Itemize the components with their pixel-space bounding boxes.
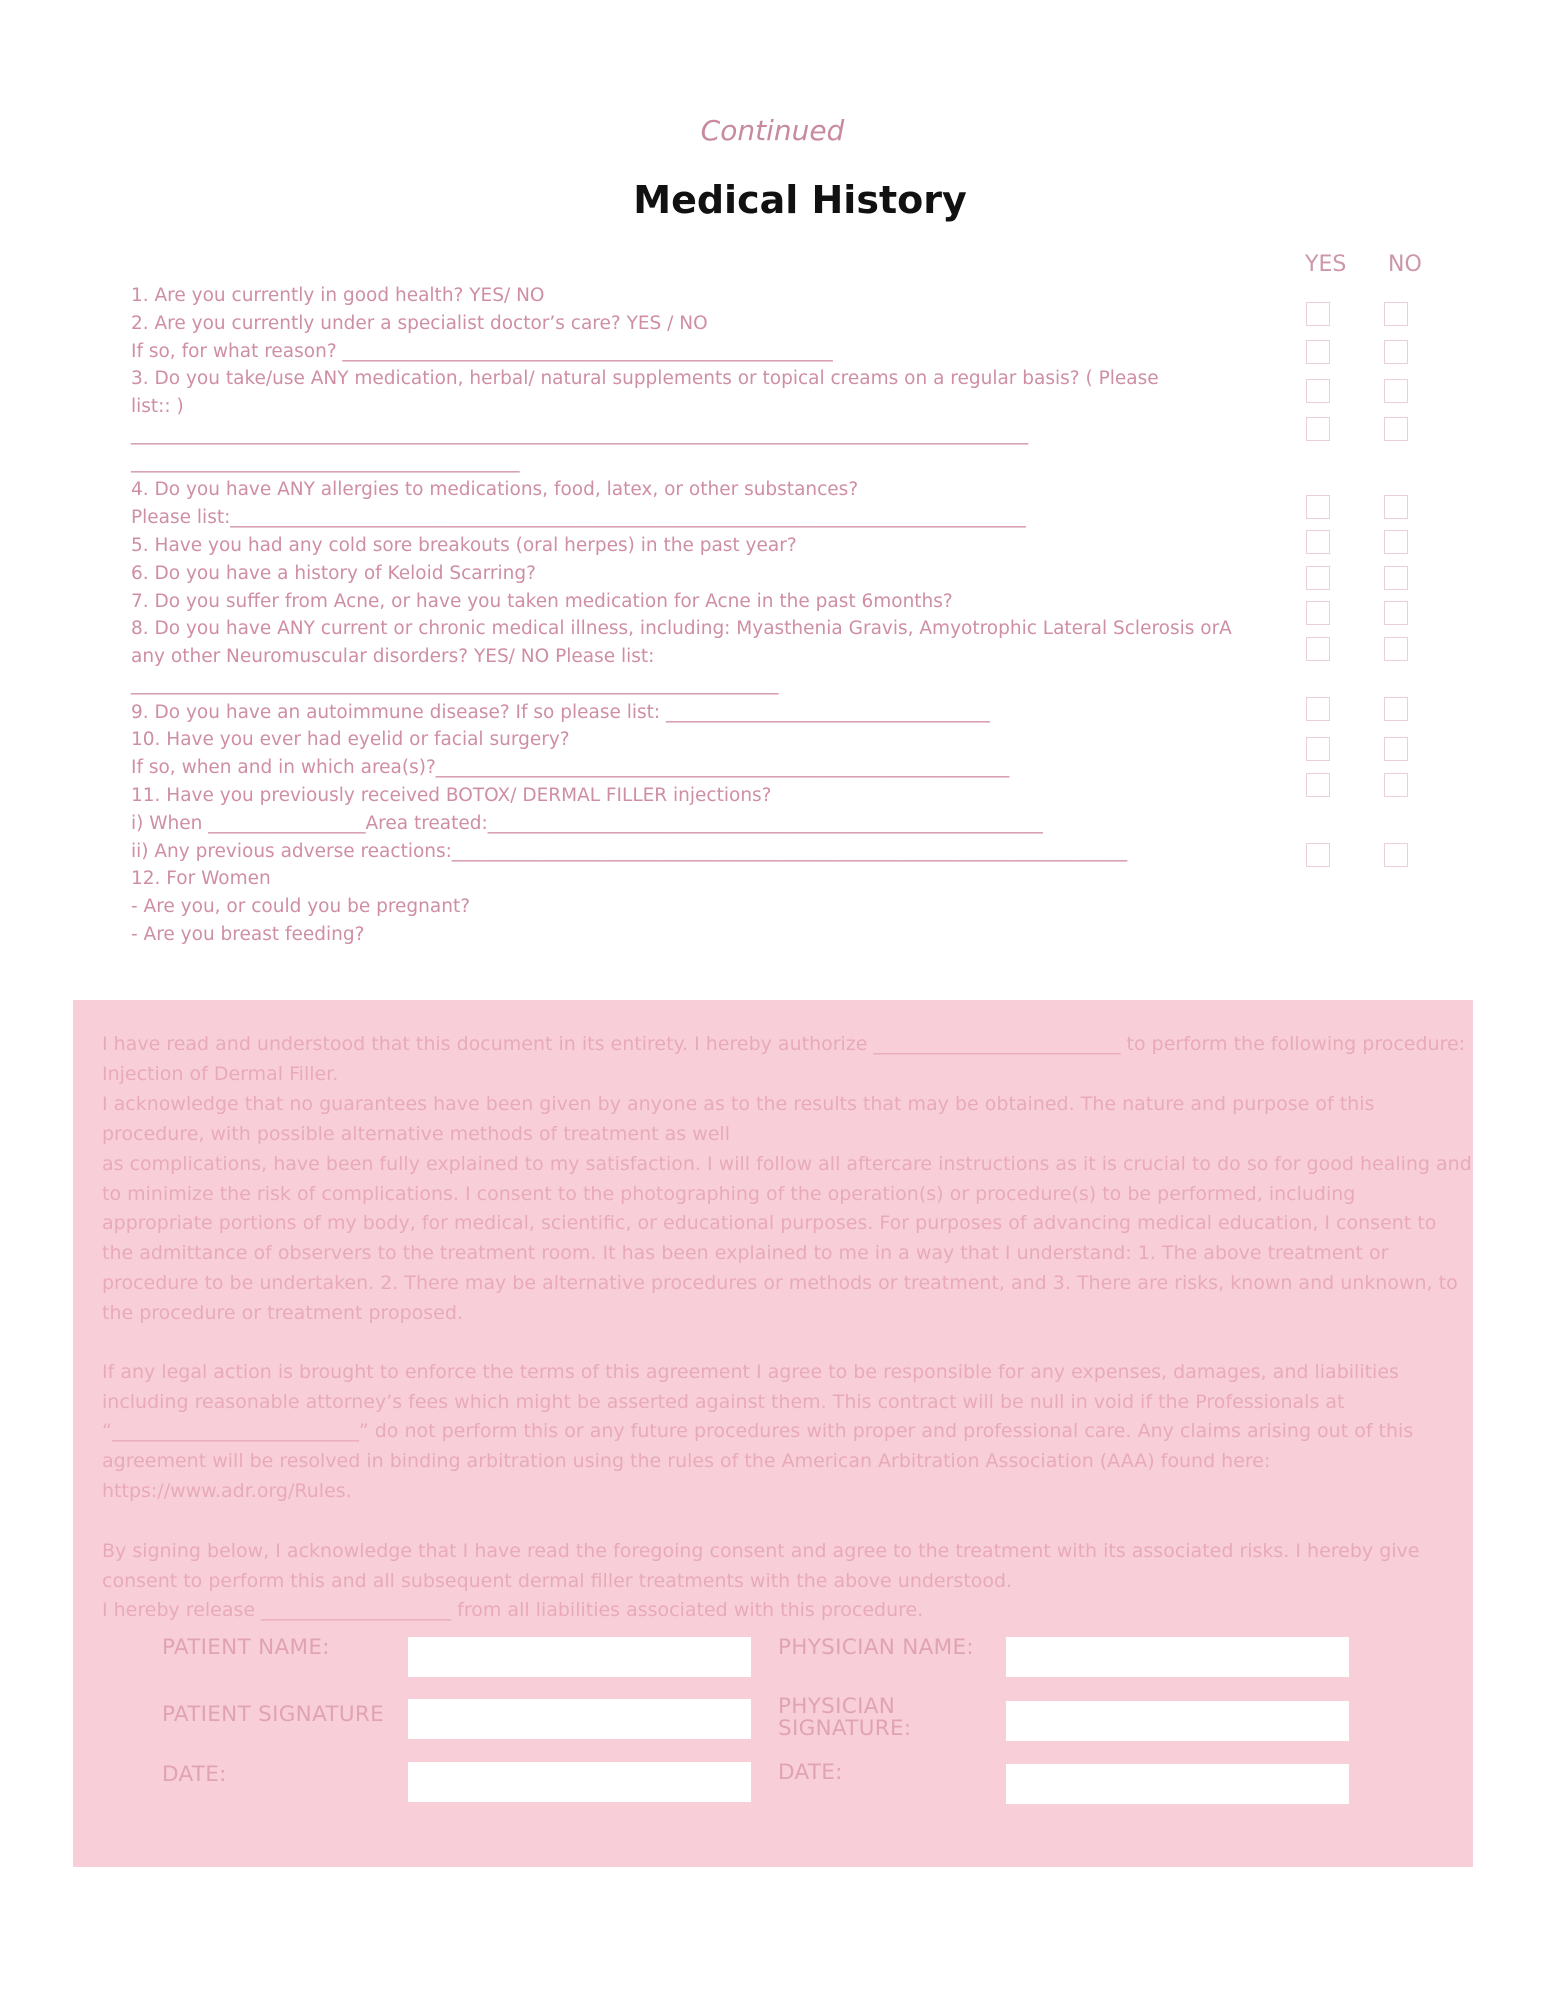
question-3-line-2: __________________________________________: [131, 452, 520, 473]
physician-name-label: PHYSICIAN NAME:: [778, 1635, 974, 1660]
consent-paragraph-6: I hereby release ____________________ from all liabilities associated with this procedure.: [102, 1599, 924, 1621]
question-12-pregnant: - Are you, or could you be pregnant?: [131, 896, 471, 917]
question-11: 11. Have you previously received BOTOX/ DERMAL FILLER injections?: [131, 785, 772, 806]
yes-checkbox-11[interactable]: [1306, 737, 1330, 761]
no-checkbox-9[interactable]: [1384, 637, 1408, 661]
no-checkbox-13[interactable]: [1384, 843, 1408, 867]
patient-signature-field[interactable]: [408, 1699, 751, 1739]
page-title: Medical History: [633, 178, 967, 222]
no-checkbox-4[interactable]: [1384, 417, 1408, 441]
yes-checkbox-10[interactable]: [1306, 697, 1330, 721]
no-checkbox-12[interactable]: [1384, 773, 1408, 797]
continued-label: Continued: [700, 114, 845, 147]
question-2-reason: If so, for what reason? _____________________________________________________: [131, 341, 833, 362]
patient-name-field[interactable]: [408, 1637, 751, 1677]
question-12: 12. For Women: [131, 868, 271, 889]
question-8-cont: any other Neuromuscular disorders? YES/ NO Please list:: [131, 646, 655, 667]
no-checkbox-3[interactable]: [1384, 379, 1408, 403]
consent-paragraph-4: If any legal action is brought to enforce the terms of this agreement I agree to be responsible for any expenses, damages, and liabilities including reasonable attorney’s fees which might be asserted against them. This contract will be null in void if the Professionals at “__________________________” do not perform this or any future procedures with proper and professional care. Any claims arising out of this agreement will be resolved in binding arbitration using the rules of the American Arbitration Association (AAA) found here: https://www.adr.org/Rules.: [102, 1361, 1414, 1502]
yes-checkbox-6[interactable]: [1306, 530, 1330, 554]
question-8: 8. Do you have ANY current or chronic medical illness, including: Myasthenia Gravis, Amyotrophic Lateral Sclerosis orA: [131, 618, 1232, 639]
yes-checkbox-1[interactable]: [1306, 302, 1330, 326]
question-2: 2. Are you currently under a specialist doctor’s care? YES / NO: [131, 313, 708, 334]
no-checkbox-6[interactable]: [1384, 530, 1408, 554]
question-7: 7. Do you suffer from Acne, or have you taken medication for Acne in the past 6months?: [131, 591, 953, 612]
consent-paragraph-3: as complications, have been fully explained to my satisfaction. I will follow all aftercare instructions as it is crucial to do so for good healing and to minimize the risk of complications. I consent to the photographing of the operation(s) or procedure(s) to be performed, including appropriate portions of my body, for medical, scientific, or educational purposes. For purposes of advancing medical education, I consent to the admittance of observers to the treatment room. It has been explained to me in a way that I understand: 1. The above treatment or procedure to be undertaken. 2. There may be alternative procedures or methods or treatment, and 3. There are risks, known and unknown, to the procedure or treatment proposed.: [102, 1153, 1472, 1324]
yes-checkbox-3[interactable]: [1306, 379, 1330, 403]
yes-checkbox-4[interactable]: [1306, 417, 1330, 441]
question-3-line-1: _________________________________________________________________________________________________: [131, 424, 1029, 445]
yes-column-header: YES: [1305, 252, 1347, 277]
question-10-area: If so, when and in which area(s)?______________________________________________________________: [131, 757, 1010, 778]
question-3: 3. Do you take/use ANY medication, herbal/ natural supplements or topical creams on a regular basis? ( Please: [131, 368, 1159, 389]
patient-date-field[interactable]: [408, 1762, 751, 1802]
yes-checkbox-12[interactable]: [1306, 773, 1330, 797]
patient-name-label: PATIENT NAME:: [162, 1635, 330, 1660]
question-4: 4. Do you have ANY allergies to medications, food, latex, or other substances?: [131, 479, 859, 500]
question-11-reactions: ii) Any previous adverse reactions:_________________________________________________________________________: [131, 841, 1128, 862]
no-checkbox-5[interactable]: [1384, 495, 1408, 519]
no-checkbox-10[interactable]: [1384, 697, 1408, 721]
no-checkbox-11[interactable]: [1384, 737, 1408, 761]
patient-signature-label: PATIENT SIGNATURE: [162, 1702, 384, 1727]
no-checkbox-2[interactable]: [1384, 340, 1408, 364]
question-4-list: Please list:______________________________________________________________________________________: [131, 507, 1026, 528]
physician-name-field[interactable]: [1006, 1637, 1349, 1677]
physician-signature-label: PHYSICIAN SIGNATURE:: [778, 1694, 912, 1741]
patient-date-label: DATE:: [162, 1762, 227, 1787]
question-11-when: i) When _________________Area treated:____________________________________________________________: [131, 813, 1043, 834]
no-checkbox-1[interactable]: [1384, 302, 1408, 326]
consent-paragraph-1: I have read and understood that this document in its entirety. I hereby authorize __________________________ to perform the following procedure: Injection of Dermal Filler.: [102, 1033, 1466, 1085]
yes-checkbox-13[interactable]: [1306, 843, 1330, 867]
consent-paragraph-5: By signing below, I acknowledge that I have read the foregoing consent and agree to the treatment with its associated risks. I hereby give consent to perform this and all subsequent dermal filler treatments with the above understood.: [102, 1540, 1420, 1592]
question-5: 5. Have you had any cold sore breakouts (oral herpes) in the past year?: [131, 535, 797, 556]
question-12-breastfeeding: - Are you breast feeding?: [131, 924, 365, 945]
consent-panel: [73, 1000, 1473, 1867]
yes-checkbox-8[interactable]: [1306, 601, 1330, 625]
physician-date-label: DATE:: [778, 1760, 843, 1785]
no-column-header: NO: [1388, 252, 1422, 277]
no-checkbox-8[interactable]: [1384, 601, 1408, 625]
question-8-line: ______________________________________________________________________: [131, 674, 779, 695]
question-10: 10. Have you ever had eyelid or facial surgery?: [131, 729, 570, 750]
yes-checkbox-9[interactable]: [1306, 637, 1330, 661]
physician-date-field[interactable]: [1006, 1764, 1349, 1804]
question-9: 9. Do you have an autoimmune disease? If so please list: ___________________________________: [131, 702, 990, 723]
yes-checkbox-2[interactable]: [1306, 340, 1330, 364]
question-1: 1. Are you currently in good health? YES/ NO: [131, 285, 545, 306]
question-3-list: list:: ): [131, 396, 184, 417]
consent-paragraph-2: I acknowledge that no guarantees have been given by anyone as to the results that may be obtained. The nature and purpose of this procedure, with possible alternative methods of treatment as well: [102, 1093, 1375, 1145]
yes-checkbox-5[interactable]: [1306, 495, 1330, 519]
no-checkbox-7[interactable]: [1384, 566, 1408, 590]
question-6: 6. Do you have a history of Keloid Scarring?: [131, 563, 536, 584]
physician-signature-field[interactable]: [1006, 1701, 1349, 1741]
yes-checkbox-7[interactable]: [1306, 566, 1330, 590]
